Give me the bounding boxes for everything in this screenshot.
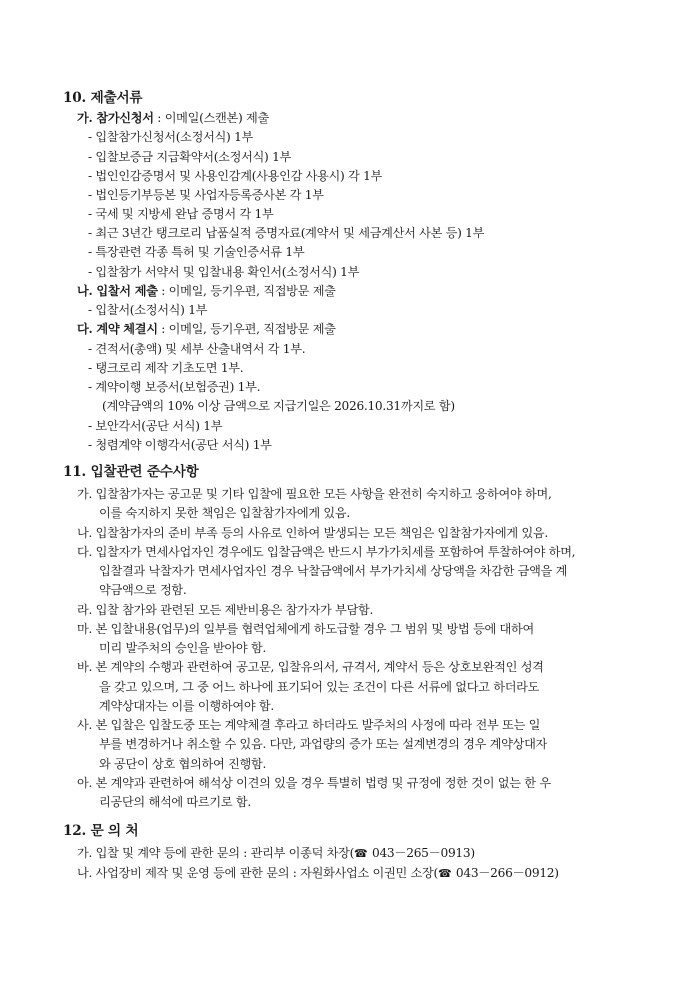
list-item: - 입찰보증금 지급확약서(소정서식) 1부 — [88, 150, 292, 164]
list-item: - 입찰참가신청서(소정서식) 1부 — [88, 130, 254, 144]
clause-line: 라. 입찰 참가와 관련된 모든 제반비용은 참가자가 부담함. — [77, 603, 374, 617]
clause-line: 아. 본 계약과 관련하여 해석상 이견의 있을 경우 특별히 법령 및 규정에 정한 것이 없는 한 우 — [77, 776, 551, 790]
section-10-na-heading — [77, 283, 336, 299]
section-10-title: 10. 제출서류 — [63, 90, 143, 106]
section-11-title: 11. 입찰관련 준수사항 — [63, 464, 199, 480]
phone-icon: ☎ — [354, 847, 368, 860]
clause-line: 계약상대자는 이를 이행하여야 함. — [99, 699, 274, 713]
section-10-ga-label: 가. 참가신청서 — [77, 111, 154, 125]
section-10-da-rest: : 이메일, 등기우편, 직접방문 제출 — [157, 322, 336, 336]
list-item: - 법인등기부등본 및 사업자등록증사본 각 1부 — [88, 188, 324, 202]
contact-line-2-text: 나. 사업장비 제작 및 운영 등에 관한 문의 : 자원화사업소 이권민 소장( — [77, 866, 438, 880]
clause-line: 미리 발주처의 승인을 받아야 함. — [99, 641, 267, 655]
contact-line-1-phone: 043－265－0913) — [368, 846, 475, 860]
contact-line-2-phone: 043－266－0912) — [452, 866, 559, 880]
section-10-da-label: 다. 계약 체결시 — [77, 322, 158, 336]
list-item: - 국세 및 지방세 완납 증명서 각 1부 — [88, 207, 274, 221]
section-10-da-heading — [77, 321, 336, 337]
clause-line: 입찰결과 낙찰자가 면세사업자인 경우 낙찰금액에서 부가가치세 상당액을 차감한 금액을 계 — [99, 564, 568, 578]
contact-line-2 — [77, 865, 559, 882]
section-12-title: 12. 문 의 처 — [63, 823, 139, 839]
clause-line: 나. 입찰참가자의 준비 부족 등의 사유로 인하여 발생되는 모든 책임은 입찰참가자에게 있음. — [77, 526, 548, 540]
section-10-na-rest: : 이메일, 등기우편, 직접방문 제출 — [157, 284, 336, 298]
list-item: - 청렴계약 이행각서(공단 서식) 1부 — [88, 438, 272, 452]
contact-line-1-text: 가. 입찰 및 계약 등에 관한 문의 : 관리부 이종덕 차장( — [77, 846, 355, 860]
clause-line: 약금액으로 정함. — [99, 583, 187, 597]
section-10-ga-heading — [77, 110, 269, 126]
clause-line: 리공단의 해석에 따르기로 함. — [99, 795, 251, 809]
list-item: - 탱크로리 제작 기초도면 1부. — [88, 361, 244, 375]
clause-line: 마. 본 입찰내용(업무)의 일부를 협력업체에게 하도급할 경우 그 범위 및 방법 등에 대하여 — [77, 622, 534, 636]
list-item: - 법인인감증명서 및 사용인감계(사용인감 사용시) 각 1부 — [88, 169, 383, 183]
contact-line-1 — [77, 845, 475, 862]
list-item: - 최근 3년간 탱크로리 납품실적 증명자료(계약서 및 세금계산서 사본 등) 1부 — [88, 226, 485, 240]
clause-line: 부를 변경하거나 취소할 수 있음. 다만, 과업량의 증가 또는 설계변경의 경우 계약상대자 — [99, 737, 548, 751]
section-10-na-label: 나. 입찰서 제출 — [77, 284, 158, 298]
list-item: - 입찰참가 서약서 및 입찰내용 확인서(소정서식) 1부 — [88, 265, 360, 279]
clause-line: 와 공단이 상호 협의하여 진행함. — [99, 757, 267, 771]
phone-icon: ☎ — [437, 867, 452, 880]
list-item: - 견적서(총액) 및 세부 산출내역서 각 1부. — [88, 342, 306, 356]
clause-line: 사. 본 입찰은 입찰도중 또는 계약체결 후라고 하더라도 발주처의 사정에 따라 전부 또는 일 — [77, 718, 541, 732]
list-item-note: (계약금액의 10% 이상 금액으로 지급기일은 2026.10.31까지로 함) — [102, 399, 455, 413]
list-item: - 입찰서(소정서식) 1부 — [88, 303, 208, 317]
list-item: - 보안각서(공단 서식) 1부 — [88, 419, 223, 433]
section-10-ga-rest: : 이메일(스캔본) 제출 — [153, 111, 269, 125]
list-item: - 계약이행 보증서(보험증권) 1부. — [88, 380, 261, 394]
clause-line: 바. 본 계약의 수행과 관련하여 공고문, 입찰유의서, 규격서, 계약서 등은 상호보완적인 성격 — [77, 660, 544, 674]
list-item: - 특장관련 각종 특허 및 기술인증서류 1부 — [88, 245, 305, 259]
clause-line: 가. 입찰참가자는 공고문 및 기타 입찰에 필요한 모든 사항을 완전히 숙지하고 응하여야 하며, — [77, 487, 552, 501]
clause-line: 다. 입찰자가 면세사업자인 경우에도 입찰금액은 반드시 부가가치세를 포함하여 투찰하여야 하며, — [77, 545, 576, 559]
clause-line: 이를 숙지하지 못한 책임은 입찰참가자에게 있음. — [99, 506, 350, 520]
clause-line: 을 갖고 있으며, 그 중 어느 하나에 표기되어 있는 조건이 다른 서류에 없다고 하더라도 — [99, 680, 540, 694]
